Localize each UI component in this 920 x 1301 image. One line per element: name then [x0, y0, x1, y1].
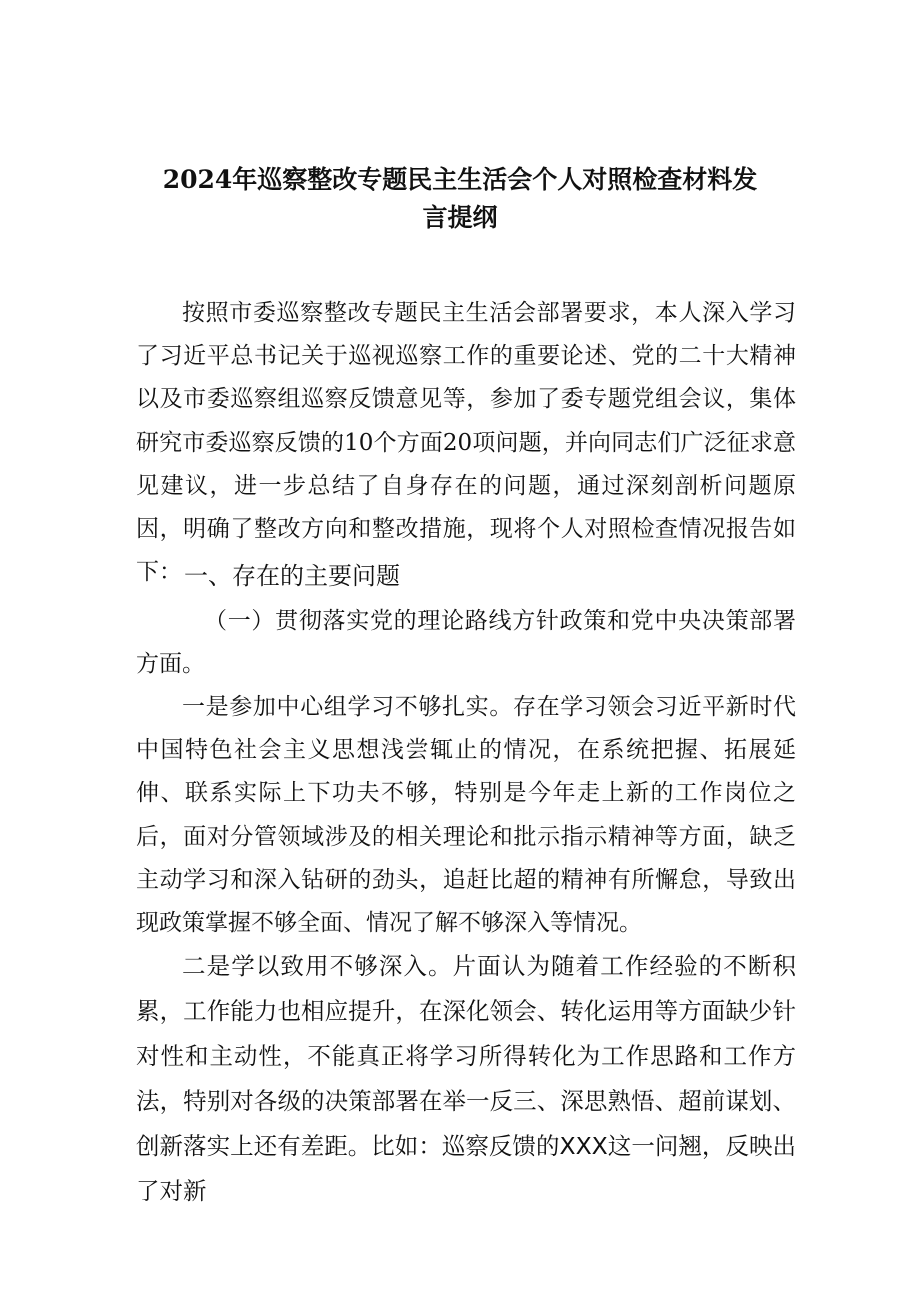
point-two-paragraph: 二是学以致用不够深入。片面认为随着工作经验的不断积累，工作能力也相应提升，在深化领会、转化运用等方面缺少针对性和主动性，不能真正将学习所得转化为工作思路和工作方法，特别对各级的决策部署在举一反三、深思熟悟、超前谋划、创新落实上还有差距。比如：巡察反馈的XXX这一问翘，反映出了对新 — [136, 952, 796, 1205]
document-title-line-1: 2024年巡察整改专题民主生活会个人对照检查材料发 — [162, 165, 758, 194]
point-two-block — [136, 944, 796, 1214]
intro-paragraph-block — [136, 292, 796, 594]
subsection-heading-block — [136, 600, 796, 686]
point-one-paragraph: 一是参加中心组学习不够扎实。存在学习领会习近平新时代中国特色社会主义思想浅尝辄止的情况，在系统把握、拓展延伸、联系实际上下功夫不够，特别是今年走上新的工作岗位之后，面对分管领域涉及的相关理论和批示指示精神等方面，缺乏主动学习和深入钻研的劲头，追赶比超的精神有所懈怠，导致出现政策掌握不够全面、情况了解不够深入等情况。 — [136, 694, 796, 937]
section-heading-main-problems: 一、存在的主要问题 — [184, 562, 400, 590]
document-title-line-2: 言提纲 — [422, 203, 498, 232]
intro-paragraph: 按照市委巡察整改专题民主生活会部署要求，本人深入学习了习近平总书记关于巡视巡察工作的重要论述、党的二十大精神以及市委巡察组巡察反馈意见等，参加了委专题党组会议，集体研究市委巡察反馈的10个方面20项问题，并向同志们广泛征求意见建议，进一步总结了自身存在的问题，通过深刻剖析问题原因，明确了整改方向和整改措施，现将个人对照检查情况报告如下： — [136, 300, 796, 586]
point-one-block — [136, 686, 796, 945]
subsection-heading-1: （一）贯彻落实党的理论路线方针政策和党中央决策部署方面。 — [136, 608, 796, 678]
